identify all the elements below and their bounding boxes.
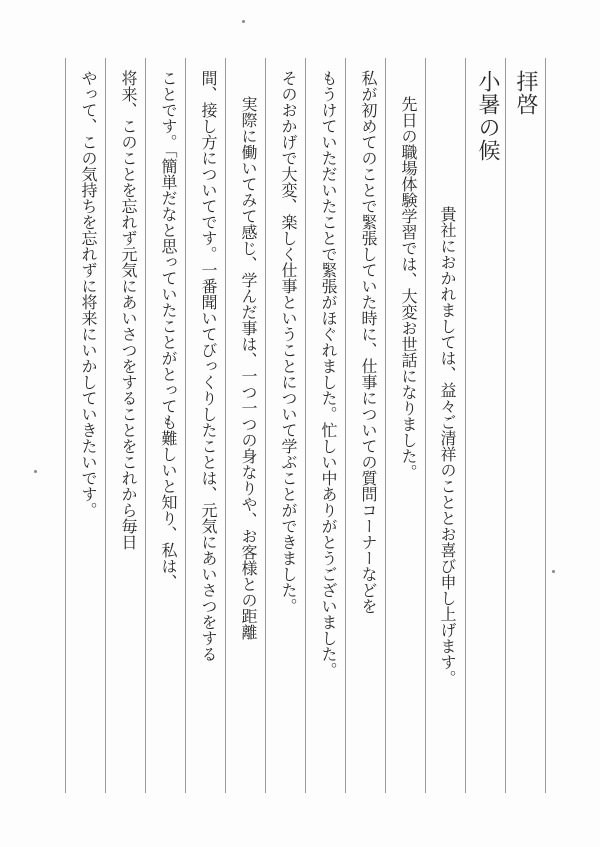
letter-line: もうけていただいたことで緊張がほぐれました。忙しい中ありがとうございました。 [319,70,338,678]
letter-line: 貴社におかれましては、益々ご清祥のこととお喜び申し上げます。 [438,206,457,686]
greeting-line: 拝啓 [513,70,538,116]
letter-line: ことです。「簡単だなと思っていたことがとっても難しいと知り、私は、 [159,70,178,590]
ruled-line [505,58,506,793]
ruled-line [145,58,146,793]
ruled-line [545,58,546,793]
ruled-line [265,58,266,793]
letter-line: 間、接し方についてです。一番聞いてびっくりしたことは、元気にあいさつをする [199,70,218,662]
letter-line: 私が初めてのことで緊張していた時に、仕事についての質問コーナーなどを [359,70,378,614]
scan-speck [34,470,37,473]
scan-speck [242,20,245,23]
ruled-line [345,58,346,793]
ruled-line [425,58,426,793]
ruled-line [465,58,466,793]
letter-line: やって、この気持ちを忘れずに将来にいかしていきたいです。 [79,70,98,518]
ruled-line [225,58,226,793]
letter-line: 実際に働いてみて感じ、学んだ事は、一つ一つの身なりや、お客様との距離 [239,96,258,640]
letter-line: そのおかげで大変、楽しく仕事ということについて学ぶことができました。 [279,70,298,614]
letter-line: 将来、このことを忘れず元気にあいさつをすることをこれから毎日 [119,70,138,550]
ruled-line [385,58,386,793]
ruled-line [105,58,106,793]
letter-line: 先日の職場体験学習では、大変お世話になりました。 [399,96,418,480]
scan-speck [552,570,555,573]
ruled-line [185,58,186,793]
ruled-line [65,58,66,793]
seasonal-greeting-line: 小暑の候 [475,70,500,162]
ruled-line [305,58,306,793]
